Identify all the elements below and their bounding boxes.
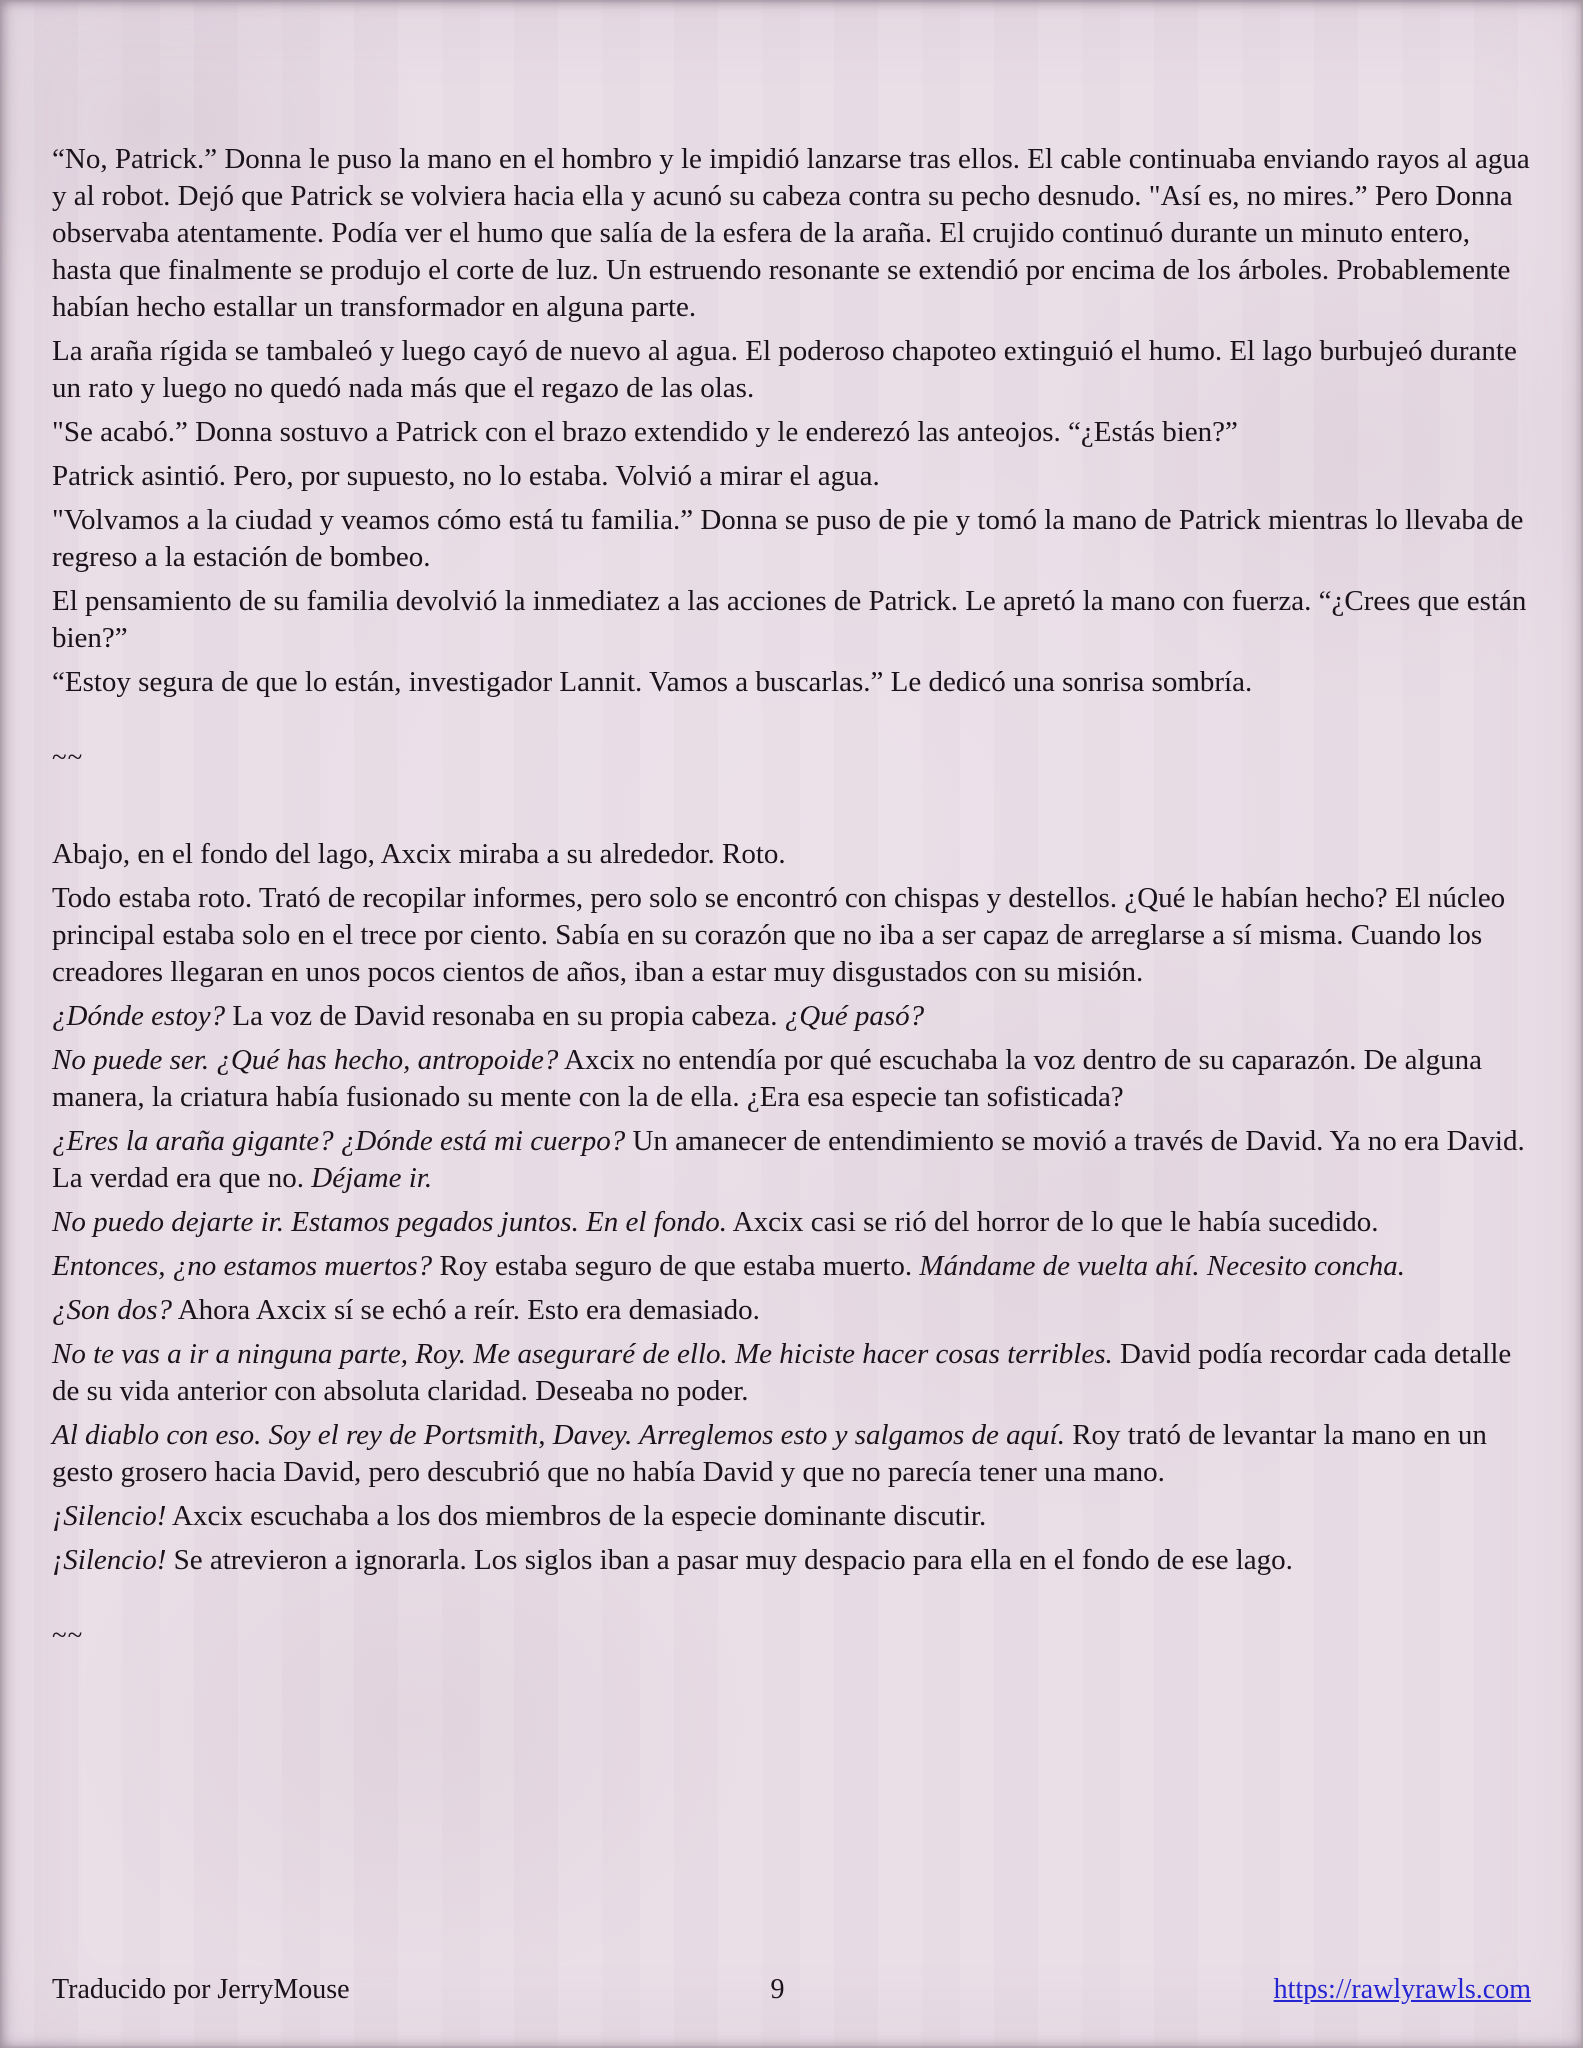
italic-text-run: ¿Son dos? [52, 1294, 173, 1326]
italic-text-run: ¿Dónde estoy? [52, 1000, 226, 1032]
paragraph [52, 333, 1531, 407]
italic-text-run: Entonces, ¿no estamos muertos? [52, 1250, 433, 1282]
translator-credit: Traducido por JerryMouse [52, 1974, 350, 2005]
text-run: Un amanecer de entendimiento se movió a través de David. Ya no era David. La verdad era que no. [52, 1125, 1525, 1194]
paragraph [52, 502, 1531, 576]
italic-text-run: No puede ser. ¿Qué has hecho, antropoide? [52, 1044, 559, 1076]
italic-text-run: ¿Eres la araña gigante? ¿Dónde está mi cuerpo? [52, 1125, 626, 1157]
text-run: La araña rígida se tambaleó y luego cayó de nuevo al agua. El poderoso chapoteo extinguió el humo. El lago burbujeó durante un rato y luego no quedó nada más que el regazo de las olas. [52, 335, 1517, 404]
paragraph [52, 1042, 1531, 1116]
paragraph [52, 880, 1531, 991]
text-run: Axcix no entendía por qué escuchaba la voz dentro de su caparazón. De alguna manera, la criatura había fusionado su mente con la de ella. ¿Era esa especie tan sofisticada? [52, 1044, 1482, 1113]
text-run: "Se acabó.” Donna sostuvo a Patrick con el brazo extendido y le enderezó las anteojos. “¿Estás bien?” [52, 416, 1238, 448]
text-run: Axcix casi se rió del horror de lo que le había sucedido. [727, 1206, 1379, 1238]
paragraph [52, 1123, 1531, 1197]
section-separator: ~~ [52, 1620, 84, 1650]
text-run: “No, Patrick.” Donna le puso la mano en el hombro y le impidió lanzarse tras ellos. El cable continuaba enviando rayos al agua y al robot. Dejó que Patrick se volviera hacia ella y acunó su cabeza contra su pecho desnudo. "Así es, no mires.” Pero Donna observaba atentamente. Podía ver el humo que salía de la esfera de la araña. El crujido continuó durante un minuto entero, hasta que finalmente se produjo el corte de luz. Un estruendo resonante se extendió por encima de los árboles. Probablemente habían hecho estallar un transformador en alguna parte. [52, 143, 1530, 323]
paragraph [52, 1248, 1531, 1285]
paragraph [52, 141, 1531, 326]
page-number: 9 [770, 1974, 785, 2005]
paragraph [52, 998, 1531, 1035]
text-run: “Estoy segura de que lo están, investigador Lannit. Vamos a buscarlas.” Le dedicó una sonrisa sombría. [52, 666, 1253, 698]
section-separator: ~~ [52, 742, 84, 772]
text-run: "Volvamos a la ciudad y veamos cómo está tu familia.” Donna se puso de pie y tomó la mano de Patrick mientras lo llevaba de regreso a la estación de bombeo. [52, 504, 1524, 573]
text-run: Roy estaba seguro de que estaba muerto. [432, 1250, 920, 1282]
paragraph [52, 836, 1531, 873]
paragraph [52, 1417, 1531, 1491]
text-run: Se atrevieron a ignorarla. Los siglos iban a pasar muy despacio para ella en el fondo de ese lago. [166, 1544, 1293, 1576]
text-run: Patrick asintió. Pero, por supuesto, no lo estaba. Volvió a mirar el agua. [52, 460, 880, 492]
paragraph [52, 458, 1531, 495]
italic-text-run: No te vas a ir a ninguna parte, Roy. Me aseguraré de ello. Me hiciste hacer cosas terribles. [52, 1338, 1113, 1370]
text-run: El pensamiento de su familia devolvió la inmediatez a las acciones de Patrick. Le apretó la mano con fuerza. “¿Crees que están bien?” [52, 585, 1527, 654]
italic-text-run: Mándame de vuelta ahí. Necesito concha. [919, 1250, 1406, 1282]
italic-text-run: ¿Qué pasó? [784, 1000, 925, 1032]
paragraph [52, 1292, 1531, 1329]
paragraph [52, 414, 1531, 451]
italic-text-run: No puedo dejarte ir. Estamos pegados juntos. En el fondo. [52, 1206, 728, 1238]
paragraph [52, 1204, 1531, 1241]
text-run: Roy trató de levantar la mano en un gesto grosero hacia David, pero descubrió que no había David y que no parecía tener una mano. [52, 1419, 1487, 1488]
text-run: La voz de David resonaba en su propia cabeza. [225, 1000, 785, 1032]
text-run: Axcix escuchaba a los dos miembros de la especie dominante discutir. [166, 1500, 987, 1532]
text-run: David podía recordar cada detalle de su vida anterior con absoluta claridad. Deseaba no poder. [52, 1338, 1512, 1407]
paragraph [52, 1542, 1531, 1579]
italic-text-run: Al diablo con eso. Soy el rey de Portsmith, Davey. Arreglemos esto y salgamos de aquí. [52, 1419, 1065, 1451]
page-footer [52, 1974, 1531, 2006]
paragraph [52, 664, 1531, 701]
paragraph [52, 583, 1531, 657]
text-run: Ahora Axcix sí se echó a reír. Esto era demasiado. [172, 1294, 760, 1326]
text-run: Todo estaba roto. Trató de recopilar informes, pero solo se encontró con chispas y destellos. ¿Qué le habían hecho? El núcleo principal estaba solo en el trece por ciento. Sabía en su corazón que no iba a ser capaz de arreglarse a sí misma. Cuando los creadores llegaran en unos pocos cientos de años, iban a estar muy disgustados con su misión. [52, 882, 1506, 988]
text-run: Abajo, en el fondo del lago, Axcix miraba a su alrededor. Roto. [52, 838, 786, 870]
paragraph [52, 1336, 1531, 1410]
paragraph [52, 1498, 1531, 1535]
italic-text-run: ¡Silencio! [52, 1500, 167, 1532]
rawlyrawls-link[interactable]: https://rawlyrawls.com [1273, 1974, 1531, 2005]
italic-text-run: ¡Silencio! [52, 1544, 167, 1576]
italic-text-run: Déjame ir. [311, 1162, 433, 1194]
